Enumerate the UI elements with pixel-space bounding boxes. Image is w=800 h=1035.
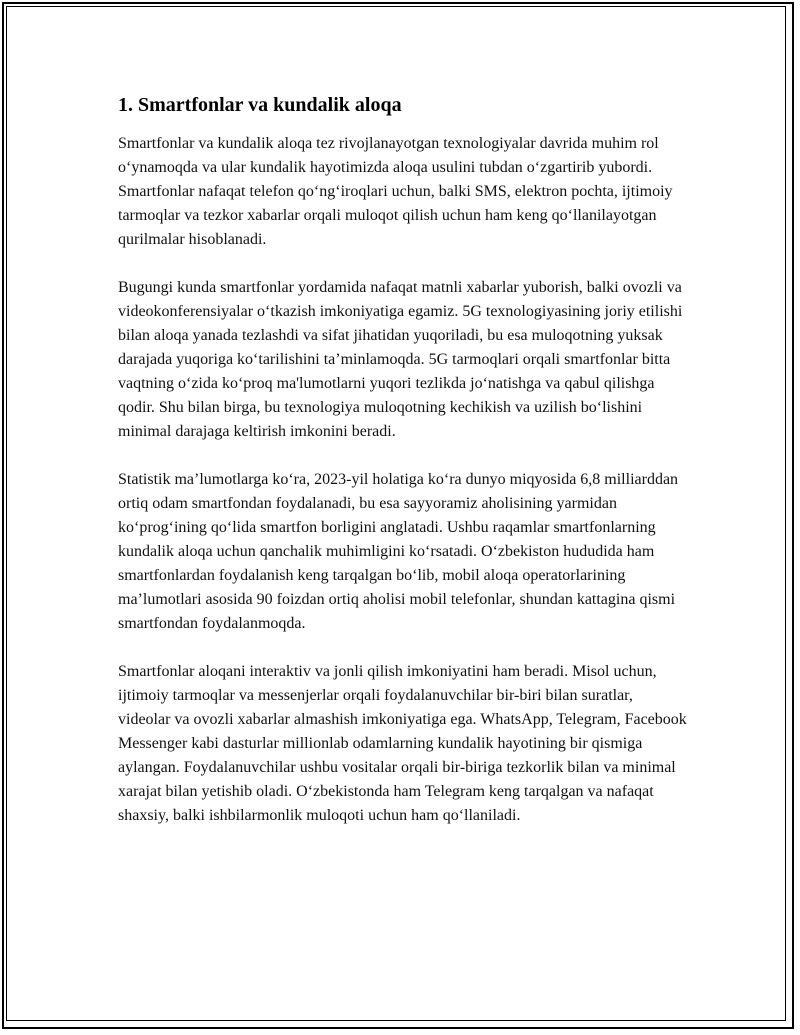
paragraph-1: Smartfonlar va kundalik aloqa tez rivojlanayotgan texnologiyalar davrida muhim rol o‘ynamoqda va ular kundalik hayotimizda aloqa usulini tubdan o‘zgartirib yubordi. Smartfonlar nafaqat telefon qo‘ng‘iroqlari uchun, balki SMS, elektron pochta, ijtimoiy tarmoqlar va tezkor xabarlar orqali muloqot qilish uchun ham keng qo‘llanilayotgan qurilmalar hisoblanadi. [118, 135, 673, 248]
paragraph-4: Smartfonlar aloqani interaktiv va jonli qilish imkoniyatini ham beradi. Misol uchun, ijtimoiy tarmoqlar va messenjerlar orqali foydalanuvchilar bir-biri bilan suratlar, videolar va ovozli xabarlar almashish imkoniyatiga ega. WhatsApp, Telegram, Facebook Messenger kabi dasturlar millionlab odamlarning kundalik hayotining bir qismiga aylangan. Foydalanuvchilar ushbu vositalar orqali bir-biriga tezkorlik bilan va minimal xarajat bilan yetishib oladi. O‘zbekistonda ham Telegram keng tarqalgan va nafaqat shaxsiy, balki ishbilarmonlik muloqoti uchun ham qo‘llaniladi. [118, 663, 687, 824]
paragraph-2: Bugungi kunda smartfonlar yordamida nafaqat matnli xabarlar yuborish, balki ovozli va videokonferensiyalar o‘tkazish imkoniyatiga egamiz. 5G texnologiyasining joriy etilishi bilan aloqa yanada tezlashdi va sifat jihatidan yuqoriladi, bu esa muloqotning yuksak darajada yuqoriga ko‘tarilishini ta’minlamoqda. 5G tarmoqlari orqali smartfonlar bitta vaqtning o‘zida ko‘proq ma'lumotlarni yuqori tezlikda jo‘natishga va qabul qilishga qodir. Shu bilan birga, bu texnologiya muloqotning kechikish va uzilish bo‘lishini minimal darajaga keltirish imkonini beradi. [118, 279, 683, 440]
section-heading: 1. Smartfonlar va kundalik aloqa [118, 94, 402, 116]
paragraph-3: Statistik ma’lumotlarga ko‘ra, 2023-yil holatiga ko‘ra dunyo miqyosida 6,8 milliarddan ortiq odam smartfondan foydalanadi, bu esa sayyoramiz aholisining yarmidan ko‘prog‘ining qo‘lida smartfon borligini anglatadi. Ushbu raqamlar smartfonlarning kundalik aloqa uchun qanchalik muhimligini ko‘rsatadi. O‘zbekiston hududida ham smartfonlardan foydalanish keng tarqalgan bo‘lib, mobil aloqa operatorlarining ma’lumotlari asosida 90 foizdan ortiq aholisi mobil telefonlar, shundan kattagina qismi smartfondan foydalanmoqda. [118, 471, 679, 632]
document-body [118, 92, 688, 852]
